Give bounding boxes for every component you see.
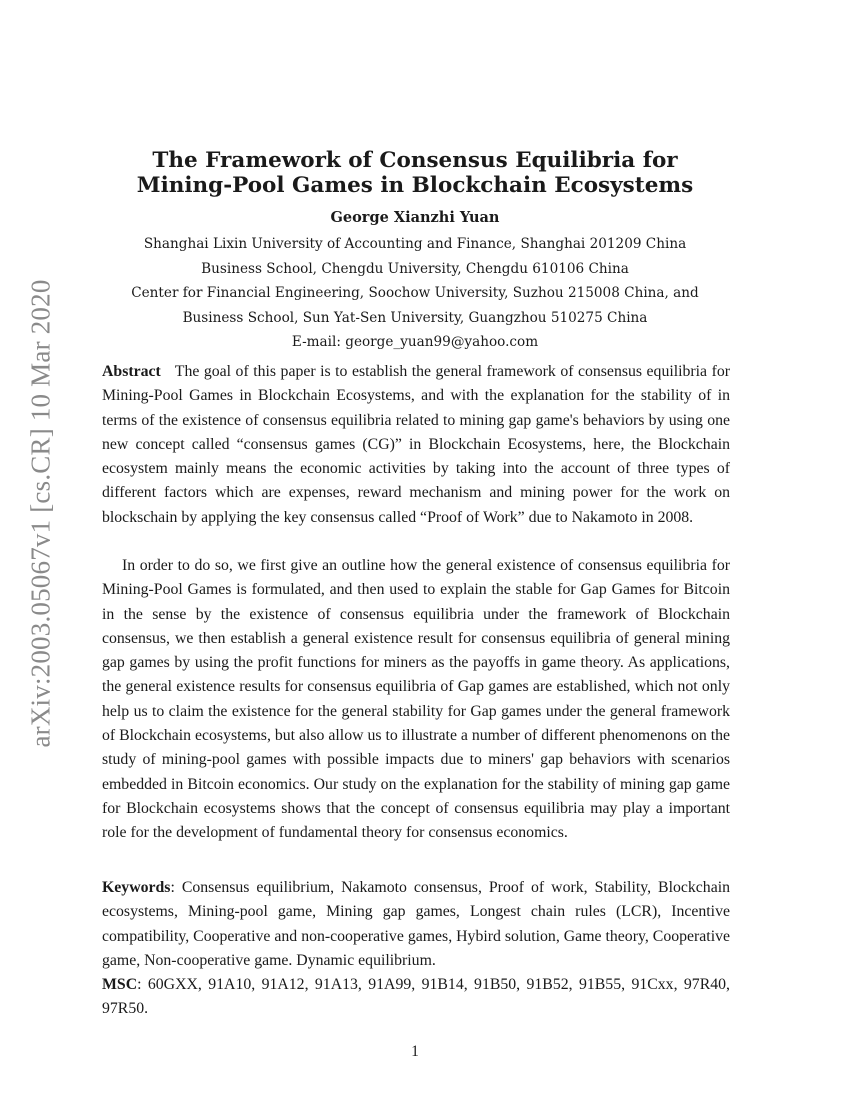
author-name: George Xianzhi Yuan [330,209,500,226]
abstract-label: Abstract [102,363,161,380]
title-line-2: Mining-Pool Games in Blockchain Ecosystems [136,173,694,198]
abstract-text: The goal of this paper is to establish the general framework of consensus equilibria for Mining-Pool Games in Blockchain Ecosystems, and with the explanation for the stability of in terms of the existence of consensus equilibria related to mining gap game's behaviors by using one new concept called “consensus games (CG)” in Blockchain Ecosystems, here, the Blockchain ecosystem mainly means the economic activities by taking into the account of three types of different factors which are expenses, reward mechanism and mining power for the work on blockschain by applying the key consensus called “Proof of Work” due to Nakamoto in 2008. [102,363,730,526]
affiliation-line: Business School, Sun Yat-Sen University, Guangzhou 510275 China [182,309,648,326]
arxiv-identifier-text: arXiv:2003.05067v1 [cs.CR] 10 Mar 2020 [25,278,56,748]
keywords-text: : Consensus equilibrium, Nakamoto consensus, Proof of work, Stability, Blockchain ecosystems, Mining-pool game, Mining gap games, Longest chain rules (LCR), Incentive compatibility, Cooperative and non-cooperative games, Hybird solution, Game theory, Cooperative game, Non-cooperative game. Dynamic equilibrium. [102,879,730,969]
msc-text: : 60GXX, 91A10, 91A12, 91A13, 91A99, 91B14, 91B50, 91B52, 91B55, 91Cxx, 97R40, 97R50. [102,976,730,1018]
arxiv-identifier-stamp [21,263,61,763]
abstract-paragraph-2: In order to do so, we first give an outline how the general existence of consensus equilibria for Mining-Pool Games is formulated, and then used to explain the stable for Gap Games for Bitcoin in the sense by the existence of consensus equilibria under the framework of Blockchain consensus, we then establish a general existence result for consensus equilibria of general mining gap games by using the profit functions for miners as the payoffs in game theory. As applications, the general existence results for consensus equilibria of Gap games are established, which not only help us to claim the existence for the general stability for Gap games under the general framework of Blockchain ecosystems, but also allow us to illustrate a number of different phenomenons on the study of mining-pool games with possible impacts due to miners' gap behaviors with scenarios embedded in Bitcoin economics. Our study on the explanation for the stability of mining gap game for Blockchain ecosystems shows that the concept of consensus equilibria may play a important role for the development of fundamental theory for consensus economics. [102,557,730,842]
author-email: E-mail: george_yuan99@yahoo.com [291,334,539,351]
keywords-label: Keywords [102,879,171,896]
title-line-1: The Framework of Consensus Equilibria for [152,148,678,173]
affiliation-line: Business School, Chengdu University, Chengdu 610106 China [201,260,629,277]
keywords-section [102,876,730,973]
msc-section [102,973,730,1022]
author-affiliations [100,232,730,355]
abstract-paragraph [102,360,730,530]
paper-title [100,148,730,198]
msc-label: MSC [102,976,138,993]
page-number: 1 [411,1043,419,1060]
affiliation-line: Center for Financial Engineering, Soochow University, Suzhou 215008 China, and [131,285,699,302]
affiliation-line: Shanghai Lixin University of Accounting and Finance, Shanghai 201209 China [143,236,687,252]
